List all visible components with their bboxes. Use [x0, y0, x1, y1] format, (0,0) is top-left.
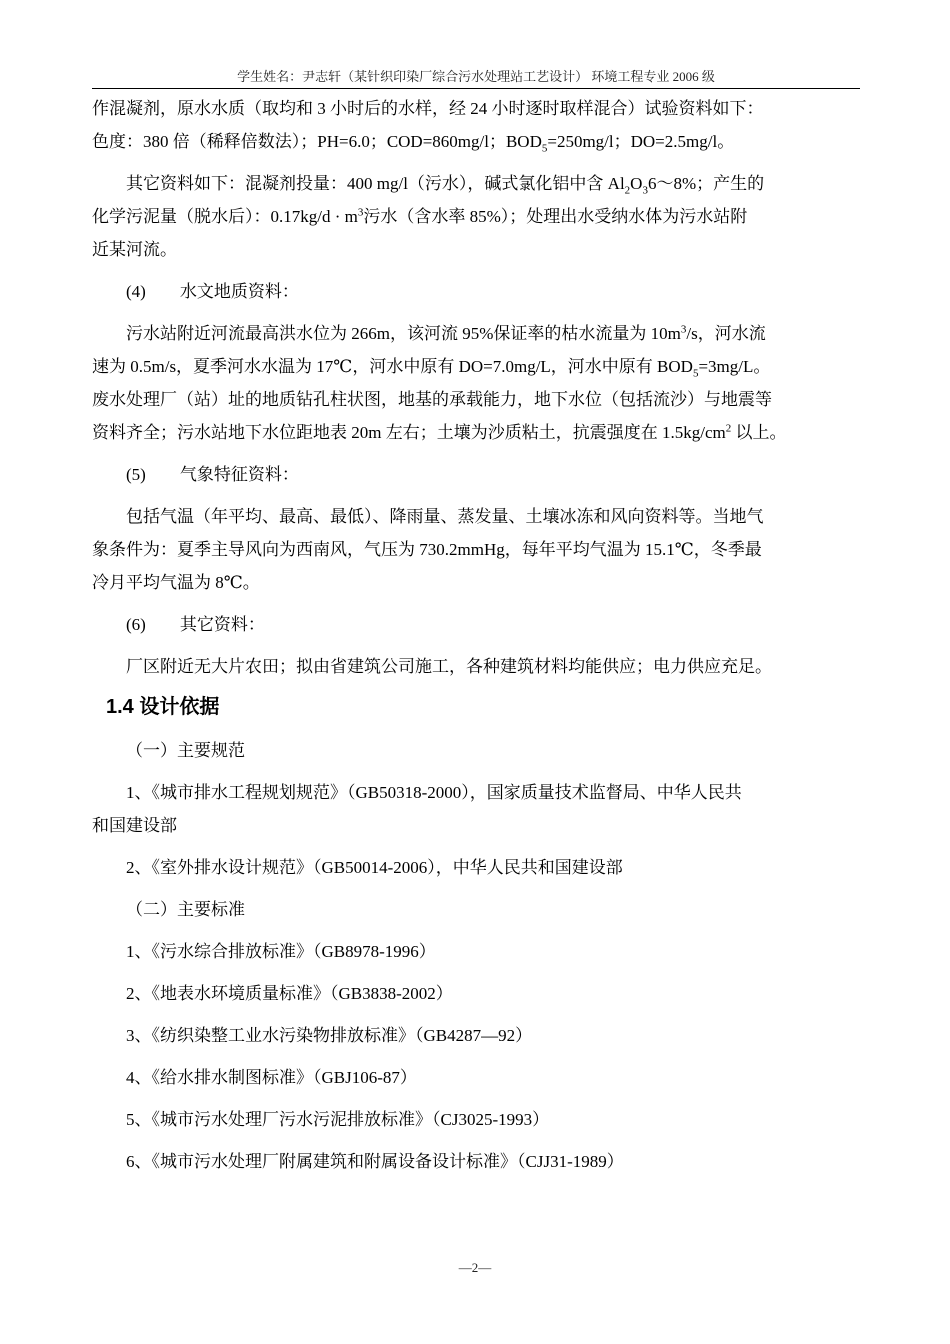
paragraph-line: 冷月平均气温为 8℃。	[92, 573, 260, 592]
paragraph-line: 作混凝剂，原水水质（取均和 3 小时后的水样，经 24 小时逐时取样混合）试验资料如下：	[92, 99, 764, 118]
water-quality-line: 色度：380 倍（稀释倍数法）；PH=6.0；COD=860mg/l；$BOD_5=250mg/l$；DO=2.5mg/l。	[92, 132, 735, 155]
list-item: 4、《给水排水制图标准》（GBJ106-87）	[126, 1068, 417, 1087]
paragraph-line: 象条件为：夏季主导风向为西南风，气压为 730.2mmHg，每年平均气温为 15.1℃，冬季最	[92, 540, 762, 559]
section-heading-hydro: (4) 水文地质资料：	[126, 282, 299, 301]
paragraph-line: 厂区附近无大片农田；拟由省建筑公司施工，各种建筑材料均能供应；电力供应充足。	[126, 657, 772, 676]
list-item: 5、《城市污水处理厂污水污泥排放标准》（CJ3025-1993）	[126, 1110, 550, 1129]
paragraph-line: 废水处理厂（站）址的地质钻孔柱状图，地基的承载能力，地下水位（包括流沙）与地震等	[92, 390, 772, 409]
list-item: 2、《地表水环境质量标准》（GB3838-2002）	[126, 984, 453, 1003]
section-heading-weather: (5) 气象特征资料：	[126, 465, 299, 484]
list-item: 3、《纺织染整工业水污染物排放标准》（GB4287—92）	[126, 1026, 533, 1045]
section-title-design-basis: 1.4 设计依据	[106, 696, 220, 718]
paragraph-line: 近某河流。	[92, 240, 177, 259]
list-item: 6、《城市污水处理厂附属建筑和附属设备设计标准》（CJJ31-1989）	[126, 1152, 624, 1171]
soil-line: 资料齐全；污水站地下水位距地表 20m 左右；土壤为沙质粘土，抗震强度在 $1.5kg/cm^2$ 以上。	[92, 422, 787, 442]
list-item: 2、《室外排水设计规范》（GB50014-2006），中华人民共和国建设部	[126, 858, 623, 877]
page-number: —2—	[458, 1260, 492, 1275]
subsection-regulations: （一）主要规范	[126, 741, 245, 760]
list-item: 1、《城市排水工程规划规范》（GB50318-2000），国家质量技术监督局、中华人民共	[126, 783, 742, 802]
document-body	[92, 92, 860, 1178]
section-heading-other: (6) 其它资料：	[126, 615, 265, 634]
list-item-continuation: 和国建设部	[92, 816, 177, 835]
page-header: 学生姓名：尹志轩（某针织印染厂综合污水处理站工艺设计） 环境工程专业 2006 级	[92, 66, 860, 89]
subsection-standards: （二）主要标准	[126, 900, 245, 919]
other-data-line: 其它资料如下：混凝剂投量：400 mg/l（污水），碱式氯化铝中含 $Al_2O_36\sim 8\%$；产生的	[126, 174, 765, 197]
paragraph-line: 包括气温（年平均、最高、最低）、降雨量、蒸发量、土壤冰冻和风向资料等。当地气	[126, 507, 764, 526]
list-item: 1、《污水综合排放标准》（GB8978-1996）	[126, 942, 436, 961]
river-line: 污水站附近河流最高洪水位为 266m，该河流 95%保证率的枯水流量为 $10m^3/s$，河水流	[126, 323, 766, 343]
river-line-2: 速为 0.5m/s，夏季河水水温为 17℃，河水中原有 DO=7.0mg/L，河水中原有 $BOD_5=3mg/L$。	[92, 357, 771, 380]
sludge-line: 化学污泥量（脱水后）：$0.17kg/d \cdot m^3$污水（含水率 85%）；处理出水受纳水体为污水站附	[92, 206, 748, 226]
